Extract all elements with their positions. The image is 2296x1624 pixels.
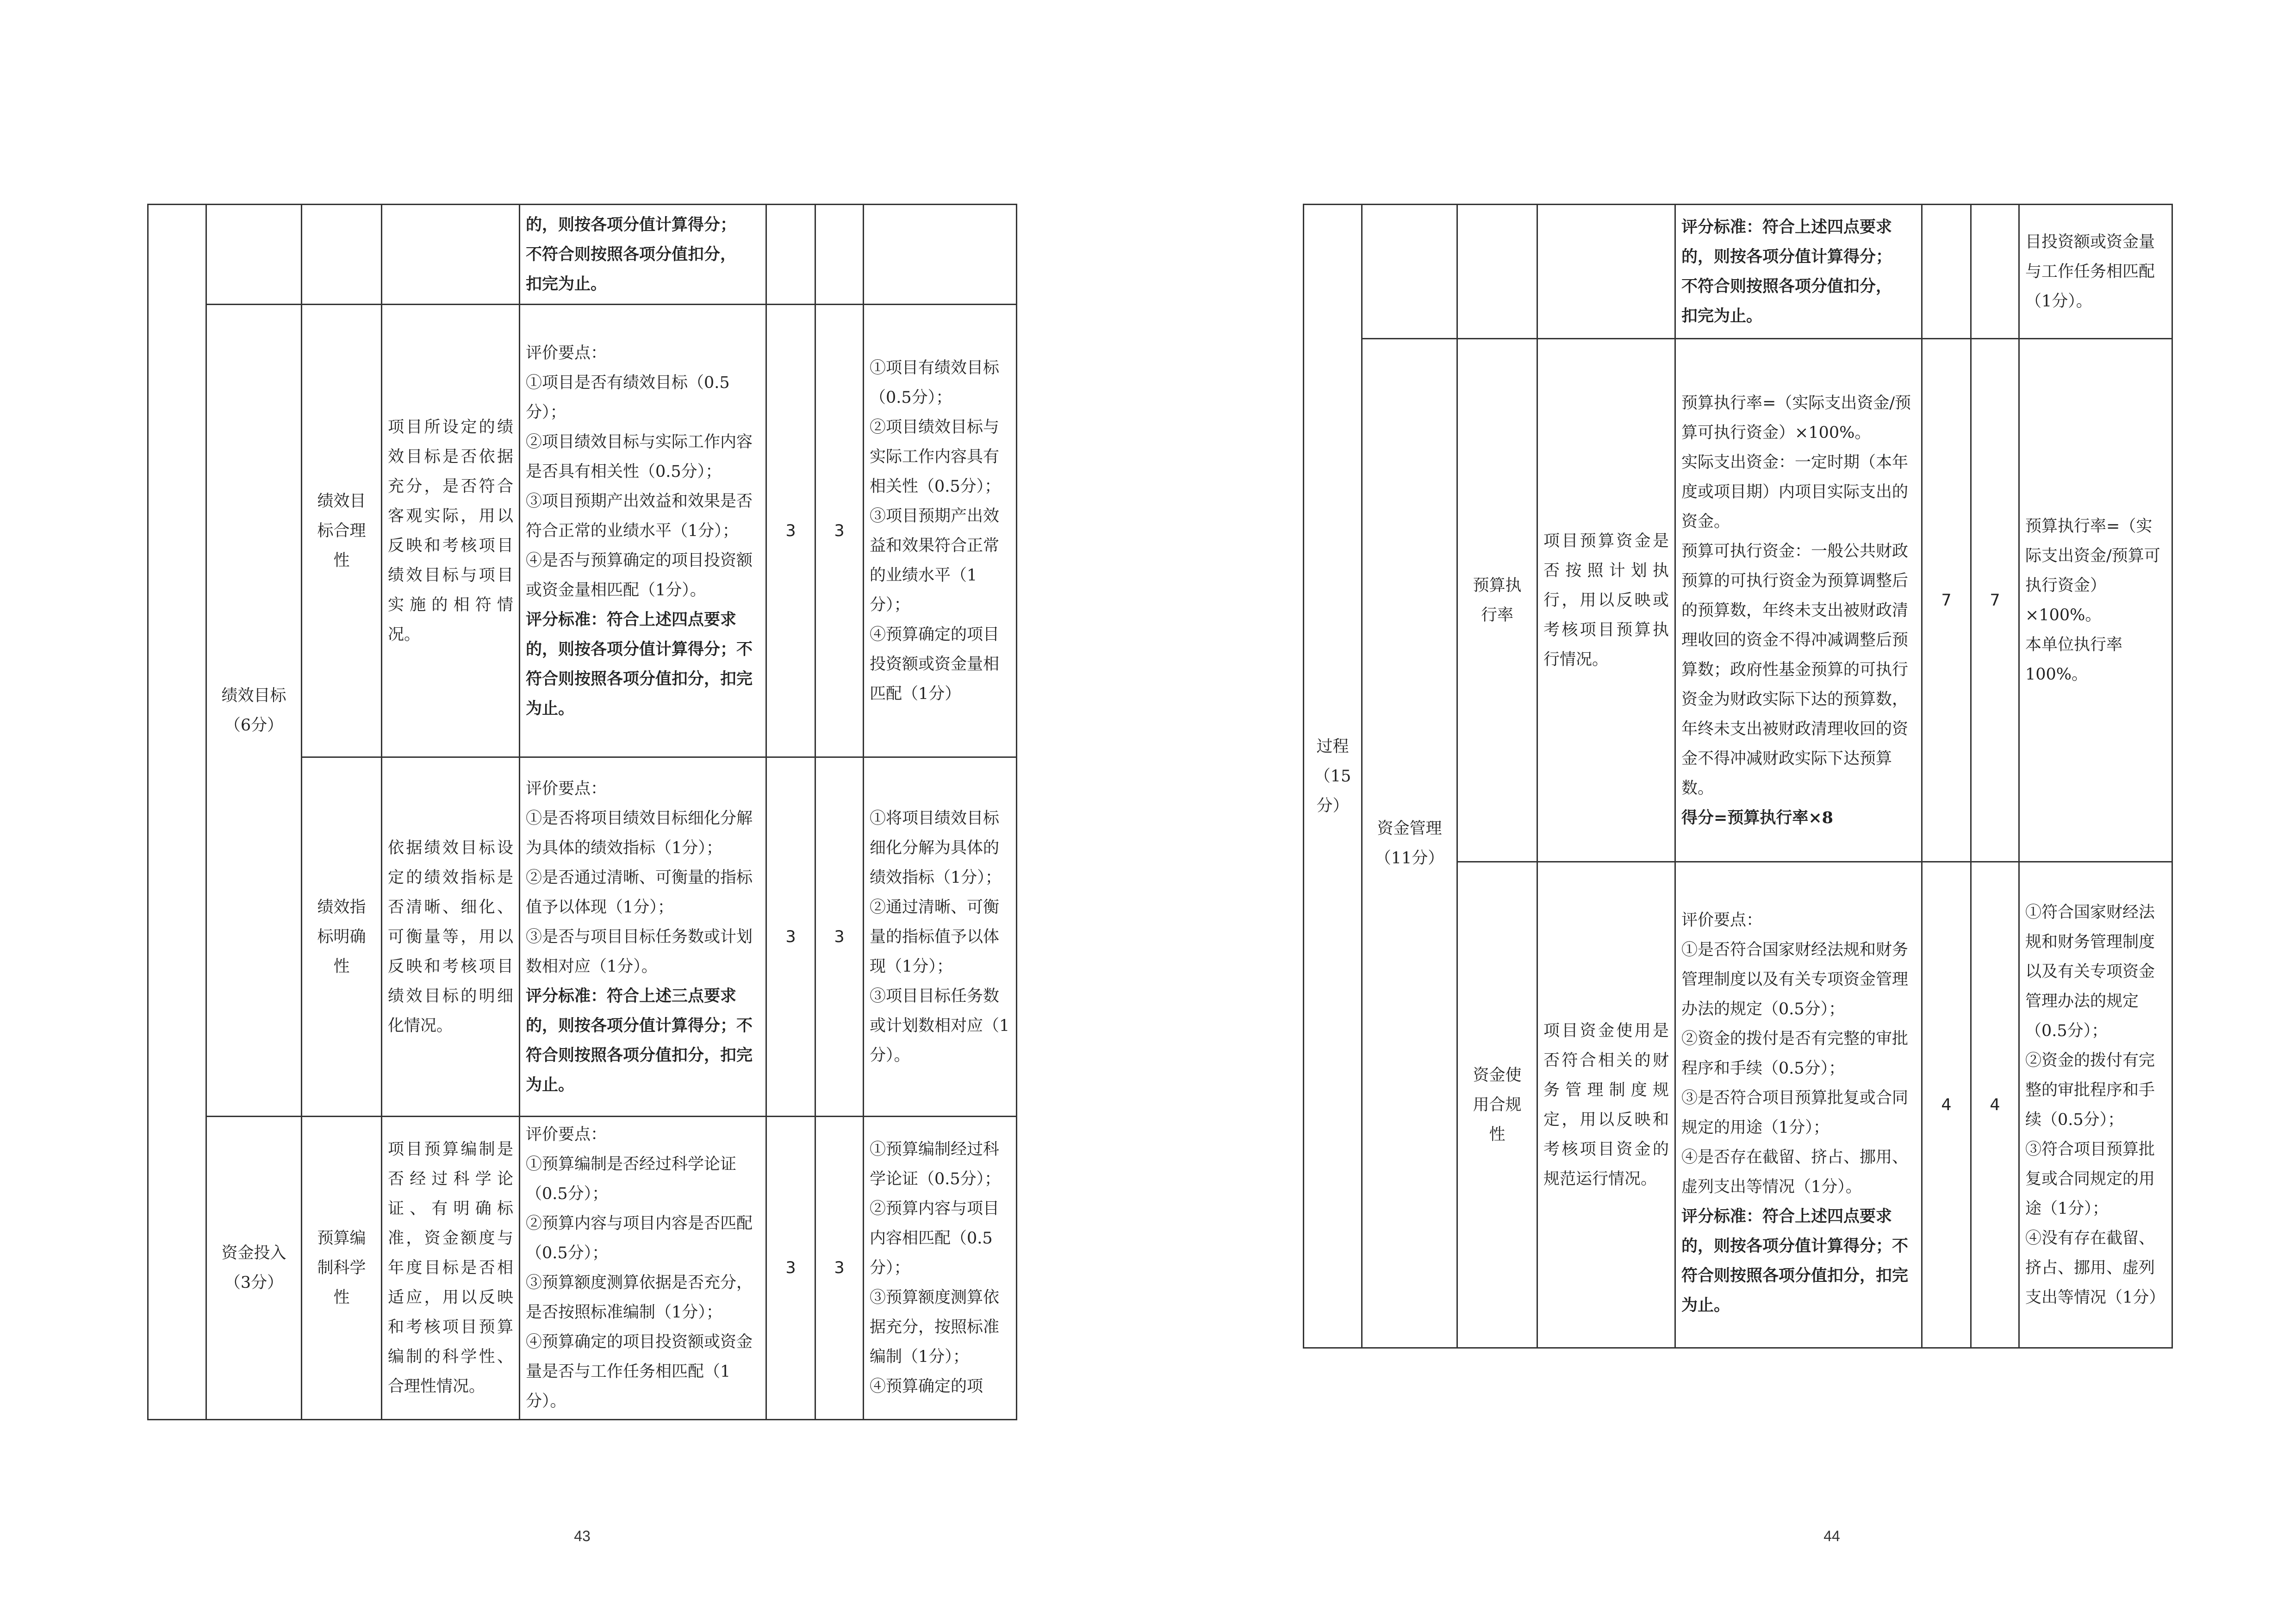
description-cell: 依据绩效目标设定的绩效指标是否清晰、细化、可衡量等，用以反映和考核项目绩效目标的明细化情况。 [388,838,513,1035]
empty-cell [302,205,382,305]
level1-cell [148,205,206,1420]
scoring-standard: 评分标准：符合上述四点要求的，则按各项分值计算得分；不符合则按照各项分值扣分，扣完为止。 [1681,1206,1909,1315]
continued-standard-text: 评分标准：符合上述四点要求的，则按各项分值计算得分； 不符合则按照各项分值扣分， 扣完为止。 [1681,217,1892,325]
table-row [148,305,1017,757]
indicator-cell: 预算编 制科学 性 [317,1229,366,1307]
indicator-cell: 预算执 行率 [1473,576,1522,625]
page-number: 43 [574,1528,591,1544]
indicator-cell: 绩效目 标合理 性 [317,492,366,570]
table-row [148,1117,1017,1420]
description-cell: 项目预算编制是否经过科学论证、有明确标准，资金额度与年度目标是否相适应，用以反映和考核项目预算编制的科学性、合理性情况。 [388,1140,513,1396]
empty-cell [766,205,815,305]
description-cell: 项目预算资金是否按照计划执行，用以反映或考核项目预算执行情况。 [1543,531,1669,669]
max-score: 3 [785,521,796,540]
empty-cell [1922,205,1971,339]
continued-remark: 目投资额或资金量与工作任务相匹配（1分）。 [2025,232,2155,311]
remark-cell: 预算执行率=（实际支出资金/预算可执行资金）×100%。 本单位执行率100%。 [2025,517,2160,684]
right-page [1148,0,2296,1624]
evaluation-points: 评价要点： ①是否将项目绩效目标细化分解为具体的绩效指标（1分）； ②是否通过清晰、可衡量的指标值予以体现（1分）； ③是否与项目目标任务数或计划数相对应（1分）。 [526,779,753,976]
empty-cell [1362,205,1457,339]
continued-standard-text: 的，则按各项分值计算得分； 不符合则按照各项分值扣分， 扣完为止。 [526,215,737,294]
category-cell: 绩效目标 （6分） [221,686,286,735]
empty-cell [1457,205,1537,339]
evaluation-points: 评价要点： ①预算编制是否经过科学论证（0.5分）； ②预算内容与项目内容是否匹配（0.5分）； ③预算额度测算依据是否充分，是否按照标准编制（1分）； ④预算确定的项目投资额或资金量是否与工作任务相匹配（1分）。 [526,1125,753,1411]
remark-cell: ①项目有绩效目标（0.5分）； ②项目绩效目标与实际工作内容具有相关性（0.5分）； ③项目预期产出效益和效果符合正常的业绩水平（1分）； ④预算确定的项目投资额或资金量相匹配（1分） [870,358,1001,703]
evaluation-points: 评价要点： ①项目是否有绩效目标（0.5分）； ②项目绩效目标与实际工作内容是否具有相关性（0.5分）； ③项目预期产出效益和效果是否符合正常的业绩水平（1分）； ④是否与预算确定的项目投资额或资金量相匹配（1分）。 [526,344,753,600]
actual-score: 3 [834,927,845,946]
max-score: 7 [1941,591,1952,610]
actual-score: 3 [834,1259,845,1277]
description-cell: 项目所设定的绩效目标是否依据充分，是否符合客观实际，用以反映和考核项目绩效目标与项目实施的相符情况。 [388,418,513,644]
empty-cell [1537,205,1675,339]
max-score: 3 [785,1259,796,1277]
indicator-cell: 资金使 用合规 性 [1473,1066,1522,1144]
category-cell: 资金投入 （3分） [221,1244,286,1292]
table-row [148,205,1017,305]
empty-cell [864,205,1017,305]
evaluation-table-right [1303,204,2173,1349]
page-number: 44 [1823,1528,1840,1544]
scoring-standard: 评分标准：符合上述三点要求的，则按各项分值计算得分；不符合则按照各项分值扣分，扣完为止。 [526,986,753,1094]
description-cell: 项目资金使用是否符合相关的财务管理制度规定，用以反映和考核项目资金的规范运行情况。 [1543,1021,1669,1188]
empty-cell [382,205,520,305]
table-row [1304,339,2172,862]
level1-cell: 过程 （15 分） [1314,737,1351,815]
empty-cell [1971,205,2019,339]
scoring-formula: 得分=预算执行率×8 [1681,808,1834,827]
max-score: 3 [785,927,796,946]
max-score: 4 [1941,1095,1952,1114]
indicator-cell: 绩效指 标明确 性 [317,898,366,976]
remark-cell: ①将项目绩效目标细化分解为具体的绩效指标（1分）； ②通过清晰、可衡量的指标值予以体现（1分）； ③项目目标任务数或计划数相对应（1分）。 [870,809,1010,1065]
scoring-standard: 评分标准：符合上述四点要求的，则按各项分值计算得分；不符合则按照各项分值扣分，扣完为止。 [526,610,753,718]
category-cell: 资金管理 （11分） [1375,819,1444,868]
evaluation-table-left [147,204,1017,1420]
empty-cell [206,205,302,305]
actual-score: 7 [1990,591,2000,610]
remark-cell: ①符合国家财经法规和财务管理制度以及有关专项资金管理办法的规定（0.5分）； ②资金的拨付有完整的审批程序和手续（0.5分）； ③符合项目预算批复或合同规定的用途（1分）； ④没有存在截留、挤占、挪用、虚列支出等情况（1分） [2025,903,2165,1307]
actual-score: 4 [1990,1095,2000,1114]
evaluation-points: 评价要点： ①是否符合国家财经法规和财务管理制度以及有关专项资金管理办法的规定（0.5分）； ②资金的拨付是否有完整的审批程序和手续（0.5分）； ③是否符合项目预算批复或合同规定的用途（1分）； ④是否存在截留、挤占、挪用、虚列支出等情况（1分）。 [1681,911,1909,1196]
remark-cell: ①预算编制经过科学论证（0.5分）； ②预算内容与项目内容相匹配（0.5分）； ③预算额度测算依据充分，按照标准编制（1分）； ④预算确定的项 [870,1140,1001,1396]
actual-score: 3 [834,521,845,540]
table-row [1304,205,2172,339]
empty-cell [815,205,864,305]
evaluation-points: 预算执行率=（实际支出资金/预算可执行资金）×100%。 实际支出资金：一定时期（本年度或项目期）内项目实际支出的资金。 预算可执行资金：一般公共财政预算的可执行资金为预算调整后的预算数，年终未支出被财政清理收回的资金不得冲减调整后预算数；政府性基金预算的可执行资金为财政实际下达的预算数，年终未支出被财政清理收回的资金不得冲减财政实际下达预算数。 [1681,394,1911,798]
